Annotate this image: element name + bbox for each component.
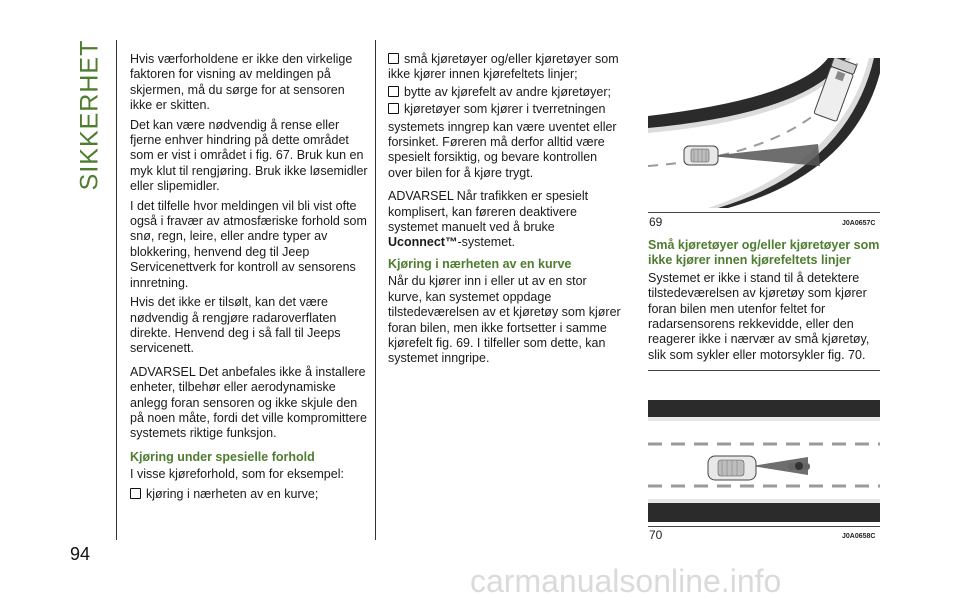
section-heading: Kjøring under spesielle forhold <box>130 449 315 464</box>
warning-text: ADVARSEL Når trafikken er spesielt komplisert, kan føreren deaktivere systemet manuelt ved å bruke <box>388 189 589 235</box>
paragraph: Hvis værforholdene er ikke den virkelige faktoren for visning av meldingen på skjermen, må du sørge for at sensoren ikke er skitten. <box>130 52 353 113</box>
checkbox-bullet-icon <box>388 86 399 97</box>
curve-road-illustration <box>648 58 880 208</box>
bullet-text: små kjøretøyer og/eller kjøretøyer som ikke kjører innen kjørefeltets linjer; <box>388 52 619 82</box>
watermark: carmanualsonline.info <box>470 563 782 599</box>
section-heading: Små kjøretøyer og/eller kjøretøyer som ikke kjører innen kjørefeltets linjer <box>648 238 880 268</box>
checkbox-bullet-icon <box>130 488 141 499</box>
figure-69-code: J0A0657C <box>842 220 876 227</box>
paragraph: Det kan være nødvendig å rense eller fjerne enhver hindring på dette området som er vist i området i fig. 67. Bruk kun en myk klut til rengjøring. Bruk ikke løsemidler eller slipemidler. <box>130 117 368 194</box>
motorcycle-icon <box>788 462 810 470</box>
bullet-text: bytte av kjørefelt av andre kjøretøyer; <box>404 84 612 99</box>
figure-69-curve <box>648 58 880 208</box>
paragraph: I det tilfelle hvor meldingen vil bli vist ofte også i fravær av atmosfæriske forhold som snø, regn, leire, eller andre typer av blokkering, henvend deg til Jeep Servicenettverk for kontroll av sensorens innretning. <box>130 198 367 290</box>
uconnect-label: Uconnect™ <box>388 235 458 250</box>
bullet-item <box>388 102 624 117</box>
section-heading: Kjøring i nærheten av en kurve <box>388 256 572 271</box>
figure-70-top-rule <box>648 370 880 371</box>
paragraph: Når du kjører inn i eller ut av en stor kurve, kan systemet oppdage tilstedeværelsen av et kjøretøy som kjører foran bilen, men ikke fortsetter i samme kjørefelt fig. 69. I tilfeller som dette, kan systemet inngripe. <box>388 274 621 366</box>
text-column-1 <box>130 52 368 504</box>
section-title: SIKKERHET <box>75 39 104 191</box>
bullet-item <box>388 85 624 100</box>
text-column-3 <box>648 238 884 367</box>
divider-mid <box>375 40 376 540</box>
figure-70-rule <box>648 526 880 527</box>
car-icon <box>708 456 756 480</box>
figure-70-code: J0A0658C <box>842 533 876 540</box>
car-icon <box>684 146 718 165</box>
checkbox-bullet-icon <box>388 53 399 64</box>
warning-paragraph: ADVARSEL Det anbefales ikke å installere enheter, tilbehør eller aerodynamiske anlegg foran sensoren og ikke skjule den på noen måte, fordi det ville kompromittere systemets riktige funksjon. <box>130 364 367 441</box>
text-column-2 <box>388 52 624 371</box>
figure-69-number: 69 <box>649 215 663 229</box>
figure-70-number: 70 <box>649 528 663 542</box>
warning-paragraph <box>388 189 624 251</box>
paragraph: Systemet er ikke i stand til å detektere tilstedeværelsen av kjøretøy som kjører foran bilen men utenfor feltet for radarsensorens rekkevidde, eller den reagerer ikke i nærvær av små kjøretøy, slik som sykler eller motorsykler fig. 70. <box>648 270 870 362</box>
paragraph: systemets inngrep kan være uventet eller forsinket. Føreren må derfor alltid være spesielt forsiktig, og bevare kontrollen over bilen for å kjøre trygt. <box>388 119 617 180</box>
divider-left <box>116 40 117 540</box>
page-number: 94 <box>70 544 91 564</box>
figure-69-rule <box>648 212 880 213</box>
paragraph: I visse kjøreforhold, som for eksempel: <box>130 467 344 482</box>
bullet-text: kjøretøyer som kjører i tverretningen <box>404 102 606 117</box>
warning-text-end: -systemet. <box>457 235 516 250</box>
bullet-item <box>130 487 368 502</box>
checkbox-bullet-icon <box>388 103 399 114</box>
paragraph: Hvis det ikke er tilsølt, kan det være nødvendig å rengjøre radaroverflaten direkte. Henvend deg i så fall til Jeeps servicenett. <box>130 295 341 356</box>
figure-70-straight-road <box>648 400 880 522</box>
bullet-text: kjøring i nærheten av en kurve; <box>146 486 319 501</box>
straight-road-illustration <box>648 400 880 522</box>
bullet-item <box>388 52 624 83</box>
